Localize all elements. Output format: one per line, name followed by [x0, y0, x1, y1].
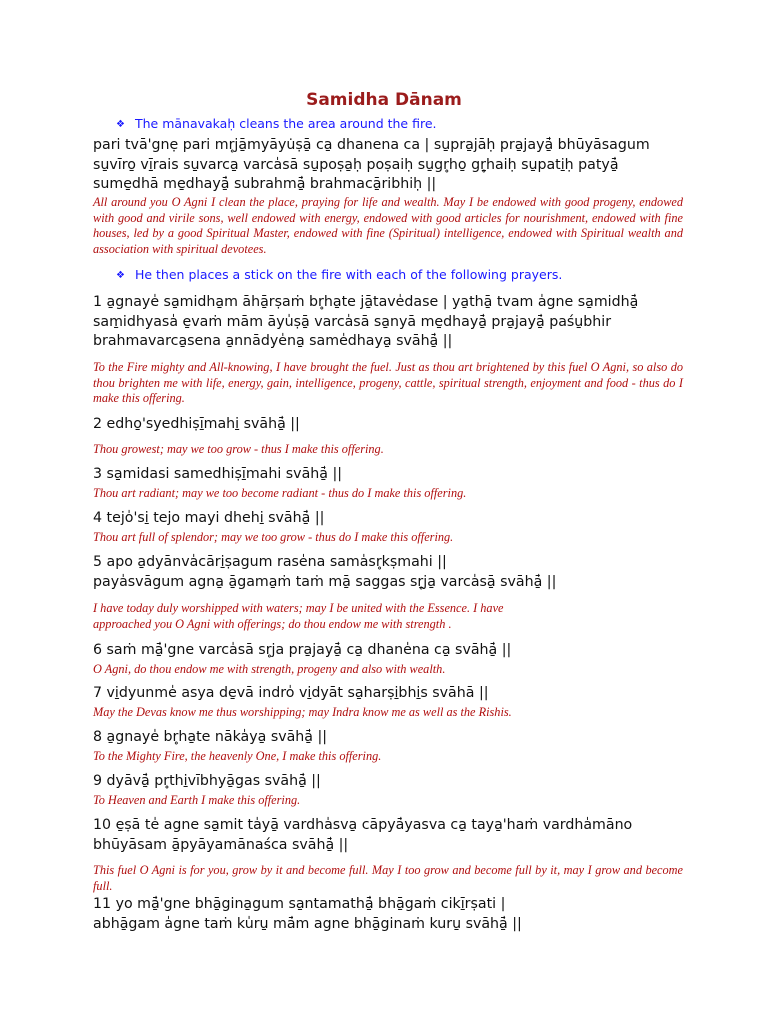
- verse-line: sume̱dhā me̱dhayā̱̍ subrahmā̱̍ brahmacā̱ribhiḥ ||: [93, 176, 437, 192]
- verse-line: paya̍svāgum agna̱ ā̱gama̱ṁ taṁ mā̱ saggas sr̥̱ja̱ varca̍sā̱ svāhā̱̍ ||: [93, 573, 557, 590]
- instruction-1: [116, 116, 676, 131]
- verse-line: 4 tejo̍'si̱ tejo mayi dhehi̱ svāhā̱̍ ||: [93, 510, 325, 526]
- instruction-text: The mānavakaḥ cleans the area around the fire.: [134, 116, 437, 131]
- prayer-10-translation-block: [93, 863, 683, 894]
- instruction-2: [116, 267, 676, 282]
- prayer-translation: To the Fire mighty and All-knowing, I have brought the fuel. Just as thou art brightened by this fuel O Agni, so also do thou brighten me with life, energy, gain, intelligence, progeny, cattle, spiritual strength, enjoyment and food - thus do I make this offering.: [93, 360, 683, 405]
- verse-line: 1 a̱gnaye̍ sa̱midha̱m āhā̱rṣaṁ br̥ha̱te jā̱tave̍dase | ya̱thā̱ tvam a̍gne sa̱midhā̱̍: [93, 294, 639, 310]
- prayer-translation: May the Devas know me thus worshipping; may Indra know me as well as the Rishis.: [93, 705, 512, 719]
- prayer-6: [93, 641, 683, 661]
- verse-line: sam̱idhyasa̍ e̱vaṁ mām āyu̍ṣā̱ varca̍sā sa̱nyā me̱dhayā̱̍ pra̱jayā̱̍ paśu̱bhir: [93, 313, 612, 330]
- prayer-7-translation-block: [93, 705, 683, 721]
- prayer-translation: Thou growest; may we too grow - thus I make this offering.: [93, 442, 384, 456]
- prayer-5: [93, 553, 683, 592]
- prayer-translation: I have today duly worshipped with waters; may I be united with the Essence. I have approached you O Agni with offerings; do thou endow me with strength .: [93, 601, 504, 631]
- prayer-9: [93, 772, 683, 792]
- prayer-translation: Thou art radiant; may we too become radiant - thus do I make this offering.: [93, 486, 467, 500]
- verse-line: pari tvā'gnẹ pari mr̥jā̱myāyu̇ṣā̱ ca̱ dhanena ca | su̱pra̱jāḥ pra̱jayā̱̍ bhūyāsagum: [93, 137, 650, 153]
- bullet-diamond-icon: ❖: [116, 119, 125, 130]
- verse-line: 7 vi̱dyunme̍ asya de̱vā indro̍ vi̱dyāt sa̱harṣi̱bhi̱s svāhā ||: [93, 685, 489, 701]
- verse-line: 2 edho̱'syedhiṣī̱mahi̱ svāhā̱̍ ||: [93, 416, 300, 432]
- bullet-diamond-icon: ❖: [116, 270, 125, 281]
- prayer-translation: Thou art full of splendor; may we too grow - thus do I make this offering.: [93, 530, 454, 544]
- prayer-10: [93, 816, 683, 855]
- verse-line: su̱vīro̱ vī̱rais su̱varca̱ varca̍sā su̱poṣa̱ḥ poṣaiḥ su̱gr̥ho̱ gr̥̱haiḥ su̱pati̱ḥ patyā̱̍: [93, 156, 619, 173]
- prayer-4: [93, 509, 683, 529]
- prayer-1: [93, 293, 683, 352]
- verse-line: brahmavarca̱sena a̱nnādye̍na̱ same̍dhaya̱ svāhā̱̍ ||: [93, 333, 453, 349]
- page-title: Samidha Dānam: [306, 90, 462, 110]
- prayer-5-translation-block: [93, 601, 683, 632]
- prayer-11: [93, 895, 683, 934]
- prayer-translation: This fuel O Agni is for you, grow by it and become full. May I too grow and become full by it, may I grow and become full.: [93, 863, 683, 893]
- verse-line: bhūyāsam ā̱pyāyamānaśca svāhā̱̍ ||: [93, 836, 349, 853]
- prayer-2-translation-block: [93, 442, 683, 458]
- prayer-6-translation-block: [93, 662, 683, 678]
- prayer-translation: To the Mighty Fire, the heavenly One, I make this offering.: [93, 749, 382, 763]
- prayer-1-translation-block: [93, 360, 683, 407]
- intro-verse: [93, 136, 683, 195]
- verse-line: 3 sa̱midasi samedhiṣī̱mahi svāhā̱̍ ||: [93, 466, 343, 482]
- verse-line: abhā̱gam a̍gne taṁ ku̍ru̱ mā̍m agne bhā̱ginaṁ kuru̱ svāhā̱̍ ||: [93, 915, 522, 932]
- verse-line: 11 yo mā̱̍'gne bhā̱gina̱gum sa̱ntamathā̱̍ bhā̱gaṁ cikī̱rṣati |: [93, 896, 506, 912]
- verse-line: 6 saṁ mā̱̍'gne varca̍sā sr̥ja pra̱jayā̱̍ ca̱ dhane̍na ca̱ svāhā̱̍ ||: [93, 642, 512, 658]
- prayer-7: [93, 684, 683, 704]
- intro-translation: All around you O Agni I clean the place, praying for life and wealth. May I be endowed with good progeny, endowed with good and virile sons, well endowed with energy, endowed with good articles for nourishment, endowed with fine houses, led by a good Spiritual Master, endowed with fine (Spiritual) intelligence, endowed with Spiritual wealth and association with spiritual devotees.: [93, 195, 683, 256]
- prayer-translation: O Agni, do thou endow me with strength, progeny and also with wealth.: [93, 662, 446, 676]
- verse-line: 9 dyāvā̱̍ pr̥thi̱vībhyā̱gas svāhā̱̍ ||: [93, 773, 321, 789]
- prayer-3-translation-block: [93, 486, 683, 502]
- prayer-translation: To Heaven and Earth I make this offering.: [93, 793, 301, 807]
- prayer-9-translation-block: [93, 793, 683, 809]
- intro-translation-block: [93, 195, 683, 257]
- verse-line: 8 a̱gnaye̍ br̥ha̱te nāka̍ya̱ svāhā̱̍ ||: [93, 729, 328, 745]
- prayer-2: [93, 415, 683, 435]
- instruction-text: He then places a stick on the fire with each of the following prayers.: [134, 267, 563, 282]
- prayer-3: [93, 465, 683, 485]
- verse-line: 10 e̱ṣā te̍ agne sa̱mit ta̍yā̱ vardha̍sva̱ cāpyā̍yasva ca̱ taya̱'haṁ vardha̍māno: [93, 817, 633, 833]
- verse-line: 5 apo a̱dyānva̍cāri̱ṣagum rase̍na sama̍sr̥kṣmahi ||: [93, 554, 447, 570]
- prayer-4-translation-block: [93, 530, 683, 546]
- prayer-8-translation-block: [93, 749, 683, 765]
- prayer-8: [93, 728, 683, 748]
